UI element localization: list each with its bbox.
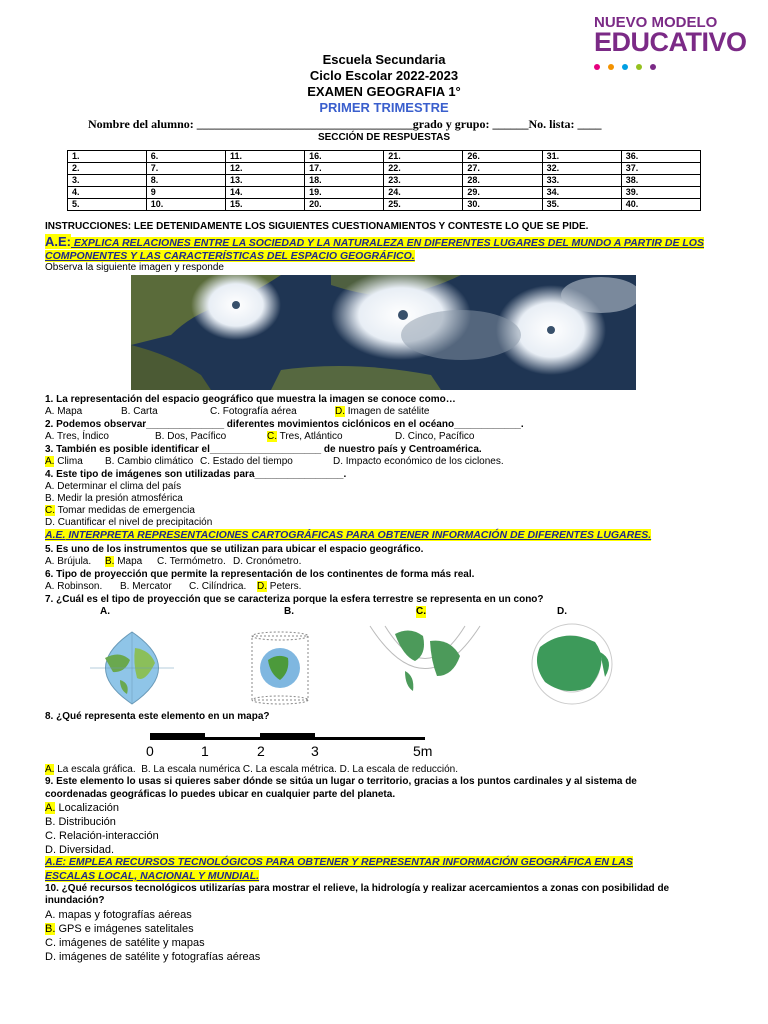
option-d[interactable]: D. imágenes de satélite y fotografías aéreas bbox=[45, 951, 261, 963]
answer-cell[interactable]: 39. bbox=[621, 187, 700, 199]
question-5-options bbox=[45, 556, 302, 568]
learning-goal-1-text: EXPLICA RELACIONES ENTRE LA SOCIEDAD Y LA NATURALEZA EN DIFERENTES LUGARES DEL MUNDO A PARTIR DE LOS bbox=[71, 237, 704, 249]
option-b-text: Mapa bbox=[114, 556, 143, 567]
option-d[interactable]: D. Diversidad. bbox=[45, 844, 115, 856]
learning-goal-2-tag: A.E. bbox=[45, 529, 66, 541]
satellite-image bbox=[131, 275, 636, 390]
question-6-options bbox=[45, 581, 302, 593]
answer-cell[interactable]: 10. bbox=[146, 199, 225, 211]
option-c[interactable]: C. Estado del tiempo bbox=[200, 456, 293, 467]
answer-cell[interactable]: 29. bbox=[463, 187, 542, 199]
option-d-letter: D. bbox=[335, 406, 345, 417]
options-b-c-d[interactable]: B. La escala numérica C. La escala métrica. D. La escala de reducción. bbox=[141, 764, 459, 775]
answer-cell[interactable]: 18. bbox=[305, 175, 384, 187]
question-2: 2. Podemos observar______________ diferentes movimientos ciclónicos en el océano____________. bbox=[45, 419, 524, 430]
option-d[interactable] bbox=[257, 581, 301, 593]
option-b-letter: B. bbox=[45, 923, 56, 935]
scale-label-5m: 5m bbox=[413, 743, 433, 759]
answer-row bbox=[68, 163, 701, 175]
option-a-text: La escala gráfica. bbox=[54, 764, 136, 775]
answer-cell[interactable]: 16. bbox=[305, 151, 384, 163]
answer-cell[interactable]: 19. bbox=[305, 187, 384, 199]
question-4: 4. Este tipo de imágenes son utilizadas para________________. bbox=[45, 469, 347, 480]
answer-cell[interactable]: 31. bbox=[542, 151, 621, 163]
question-1: 1. La representación del espacio geográfico que muestra la imagen se conoce como… bbox=[45, 394, 456, 405]
logo-line2: EDUCATIVO bbox=[594, 27, 747, 57]
option-a[interactable] bbox=[45, 764, 136, 775]
answer-cell[interactable]: 23. bbox=[384, 175, 463, 187]
projection-c-image bbox=[365, 616, 485, 706]
option-c[interactable]: C. Relación-interacción bbox=[45, 830, 159, 842]
option-d-text: Peters. bbox=[267, 581, 302, 592]
answer-row bbox=[68, 151, 701, 163]
option-b-label[interactable]: B. bbox=[284, 606, 294, 617]
option-a[interactable]: A. Brújula. bbox=[45, 556, 92, 567]
scale-bar bbox=[150, 733, 430, 741]
option-a-letter: A. bbox=[45, 764, 55, 775]
answer-cell[interactable]: 11. bbox=[225, 151, 304, 163]
answer-cell[interactable]: 20. bbox=[305, 199, 384, 211]
option-b[interactable]: B. Mercator bbox=[120, 581, 172, 592]
option-d[interactable]: D. Cronómetro. bbox=[233, 556, 302, 567]
projection-b-image bbox=[240, 628, 320, 708]
question-10-line2: inundación? bbox=[45, 895, 105, 906]
answer-cell[interactable]: 21. bbox=[384, 151, 463, 163]
answer-cell[interactable]: 2. bbox=[68, 163, 147, 175]
scale-label-2: 2 bbox=[257, 743, 265, 759]
answer-cell[interactable]: 4. bbox=[68, 187, 147, 199]
logo-line1: NUEVO MODELO bbox=[594, 14, 718, 31]
answer-cell[interactable]: 34. bbox=[542, 187, 621, 199]
option-c-letter: C. bbox=[45, 505, 55, 516]
name-line: Nombre del alumno: ____________________________________grado y grupo: ______No. lista: ____ bbox=[88, 117, 602, 131]
answer-cell[interactable]: 22. bbox=[384, 163, 463, 175]
option-c-letter: C. bbox=[267, 431, 277, 442]
option-d[interactable]: D. Cinco, Pacífico bbox=[395, 431, 475, 442]
option-a[interactable] bbox=[45, 456, 83, 467]
question-8: 8. ¿Qué representa este elemento en un mapa? bbox=[45, 711, 270, 722]
answer-cell[interactable]: 17. bbox=[305, 163, 384, 175]
answer-cell[interactable]: 26. bbox=[463, 151, 542, 163]
option-b-text: GPS e imágenes satelitales bbox=[55, 923, 194, 935]
option-a-letter: A. bbox=[45, 456, 55, 467]
option-d[interactable] bbox=[335, 406, 430, 418]
question-3: 3. También es posible identificar el____________________ de nuestro país y Centroamérica. bbox=[45, 444, 482, 455]
answer-cell[interactable]: 12. bbox=[225, 163, 304, 175]
question-1-options bbox=[45, 406, 430, 418]
option-a-text: Localización bbox=[55, 802, 119, 814]
trimester-title: PRIMER TRIMESTRE bbox=[319, 100, 449, 115]
answers-title: SECCIÓN DE RESPUESTAS bbox=[317, 132, 451, 143]
option-a[interactable]: A. Robinson. bbox=[45, 581, 103, 592]
learning-goal-1 bbox=[45, 235, 704, 263]
projection-a-image bbox=[75, 628, 190, 708]
option-c[interactable]: C. imágenes de satélite y mapas bbox=[45, 937, 205, 949]
question-8-options bbox=[45, 764, 458, 776]
option-b-letter: B. bbox=[105, 556, 115, 567]
answer-cell[interactable]: 35. bbox=[542, 199, 621, 211]
answer-cell[interactable]: 36. bbox=[621, 151, 700, 163]
option-d[interactable]: D. Impacto económico de los ciclones. bbox=[333, 456, 504, 467]
learning-goal-3 bbox=[45, 855, 633, 883]
answer-cell[interactable]: 33. bbox=[542, 175, 621, 187]
option-a[interactable]: A. Tres, Índico bbox=[45, 431, 109, 442]
exam-title: EXAMEN GEOGRAFIA 1° bbox=[307, 84, 461, 99]
option-c-text: Tres, Atlántico bbox=[277, 431, 343, 442]
option-c[interactable]: C. Fotografía aérea bbox=[210, 406, 297, 417]
answer-cell[interactable]: 9 bbox=[146, 187, 225, 199]
answer-cell[interactable]: 3. bbox=[68, 175, 147, 187]
answer-cell[interactable]: 8. bbox=[146, 175, 225, 187]
scale-label-1: 1 bbox=[201, 743, 209, 759]
answer-table bbox=[67, 150, 701, 211]
answer-cell[interactable]: 28. bbox=[463, 175, 542, 187]
option-c-label[interactable]: C. bbox=[416, 606, 426, 617]
answer-cell[interactable]: 32. bbox=[542, 163, 621, 175]
observe-text: Observa la siguiente imagen y responde bbox=[45, 262, 224, 273]
answer-cell[interactable]: 27. bbox=[463, 163, 542, 175]
learning-goal-2-text: INTERPRETA REPRESENTACIONES CARTOGRÁFICAS PARA OBTENER INFORMACIÓN DE DIFERENTES LUGARES. bbox=[65, 529, 652, 541]
option-a-label[interactable]: A. bbox=[100, 606, 110, 617]
answer-cell[interactable]: 5. bbox=[68, 199, 147, 211]
option-a[interactable]: A. mapas y fotografías aéreas bbox=[45, 909, 192, 921]
learning-goal-3-tag: A.E: bbox=[45, 856, 66, 868]
scale-label-0: 0 bbox=[146, 743, 154, 759]
option-d-label[interactable]: D. bbox=[557, 606, 567, 617]
answer-row bbox=[68, 175, 701, 187]
option-d-letter: D. bbox=[257, 581, 267, 592]
option-c[interactable] bbox=[267, 431, 343, 443]
option-b[interactable] bbox=[105, 556, 142, 568]
learning-goal-1-text2: COMPONENTES Y LAS CARACTERÍSTICAS DEL ESPACIO GEOGRÁFICO. bbox=[45, 250, 415, 262]
option-a[interactable]: A. Mapa bbox=[45, 406, 83, 417]
learning-goal-2 bbox=[45, 529, 651, 541]
answer-row bbox=[68, 187, 701, 199]
answer-cell[interactable]: 6. bbox=[146, 151, 225, 163]
option-b[interactable]: B. Medir la presión atmosférica bbox=[45, 493, 183, 504]
option-b[interactable]: B. Cambio climático bbox=[105, 456, 194, 467]
option-b[interactable]: B. Distribución bbox=[45, 816, 116, 828]
option-a[interactable]: A. Determinar el clima del país bbox=[45, 481, 182, 492]
question-3-options bbox=[45, 456, 504, 468]
option-c[interactable] bbox=[45, 505, 195, 517]
learning-goal-3-text2: ESCALAS LOCAL, NACIONAL Y MUNDIAL. bbox=[45, 870, 260, 882]
answer-cell[interactable]: 7. bbox=[146, 163, 225, 175]
school-cycle: Ciclo Escolar 2022-2023 bbox=[309, 68, 459, 83]
question-6: 6. Tipo de proyección que permite la representación de los continentes de forma más real. bbox=[45, 569, 475, 580]
answer-cell[interactable]: 25. bbox=[384, 199, 463, 211]
option-a[interactable] bbox=[45, 801, 119, 815]
answer-cell[interactable]: 13. bbox=[225, 175, 304, 187]
question-5: 5. Es uno de los instrumentos que se utilizan para ubicar el espacio geográfico. bbox=[45, 544, 424, 555]
answer-cell[interactable]: 15. bbox=[225, 199, 304, 211]
answer-cell[interactable]: 37. bbox=[621, 163, 700, 175]
projection-d-image bbox=[510, 622, 635, 707]
question-2-options bbox=[45, 431, 475, 443]
answer-row bbox=[68, 199, 701, 211]
school-name: Escuela Secundaria bbox=[322, 52, 446, 67]
option-d-text: Imagen de satélite bbox=[345, 406, 430, 417]
learning-goal-1-tag: A.E: bbox=[45, 234, 71, 249]
option-a-letter: A. bbox=[45, 802, 56, 814]
option-b[interactable]: B. Carta bbox=[121, 406, 158, 417]
answer-cell[interactable]: 40. bbox=[621, 199, 700, 211]
answer-cell[interactable]: 30. bbox=[463, 199, 542, 211]
answer-cell[interactable]: 38. bbox=[621, 175, 700, 187]
option-a-text: Clima bbox=[54, 456, 83, 467]
option-c-text: Tomar medidas de emergencia bbox=[55, 505, 195, 516]
answer-cell[interactable]: 14. bbox=[225, 187, 304, 199]
option-c[interactable]: C. Termómetro. bbox=[157, 556, 226, 567]
learning-goal-3-text: EMPLEA RECURSOS TECNOLÓGICOS PARA OBTENER Y REPRESENTAR INFORMACIÓN GEOGRÁFICA EN LAS bbox=[66, 856, 633, 868]
option-b[interactable]: B. Dos, Pacífico bbox=[155, 431, 227, 442]
question-7: 7. ¿Cuál es el tipo de proyección que se caracteriza porque la esfera terrestre se representa en un cono? bbox=[45, 594, 544, 605]
question-10-line1: 10. ¿Qué recursos tecnológicos utilizarías para mostrar el relieve, la hidrología y realizar acercamientos a zonas con posibilidad de bbox=[45, 883, 670, 894]
option-c[interactable]: C. Cilíndrica. bbox=[189, 581, 247, 592]
question-9-line1: 9. Este elemento lo usas si quieres saber dónde se sitúa un lugar o territorio, gracias a los puntos cardinales y al sistema de bbox=[45, 776, 637, 787]
question-9-line2: coordenadas geográficas lo puedes ubicar en cualquier parte del planeta. bbox=[45, 789, 396, 800]
instructions: INSTRUCCIONES: LEE DETENIDAMENTE LOS SIGUIENTES CUESTIONAMIENTOS Y CONTESTE LO QUE SE PIDE. bbox=[45, 221, 589, 232]
option-b[interactable] bbox=[45, 922, 194, 936]
scale-label-3: 3 bbox=[311, 743, 319, 759]
answer-cell[interactable]: 1. bbox=[68, 151, 147, 163]
answer-cell[interactable]: 24. bbox=[384, 187, 463, 199]
option-d[interactable]: D. Cuantificar el nivel de precipitación bbox=[45, 517, 213, 528]
